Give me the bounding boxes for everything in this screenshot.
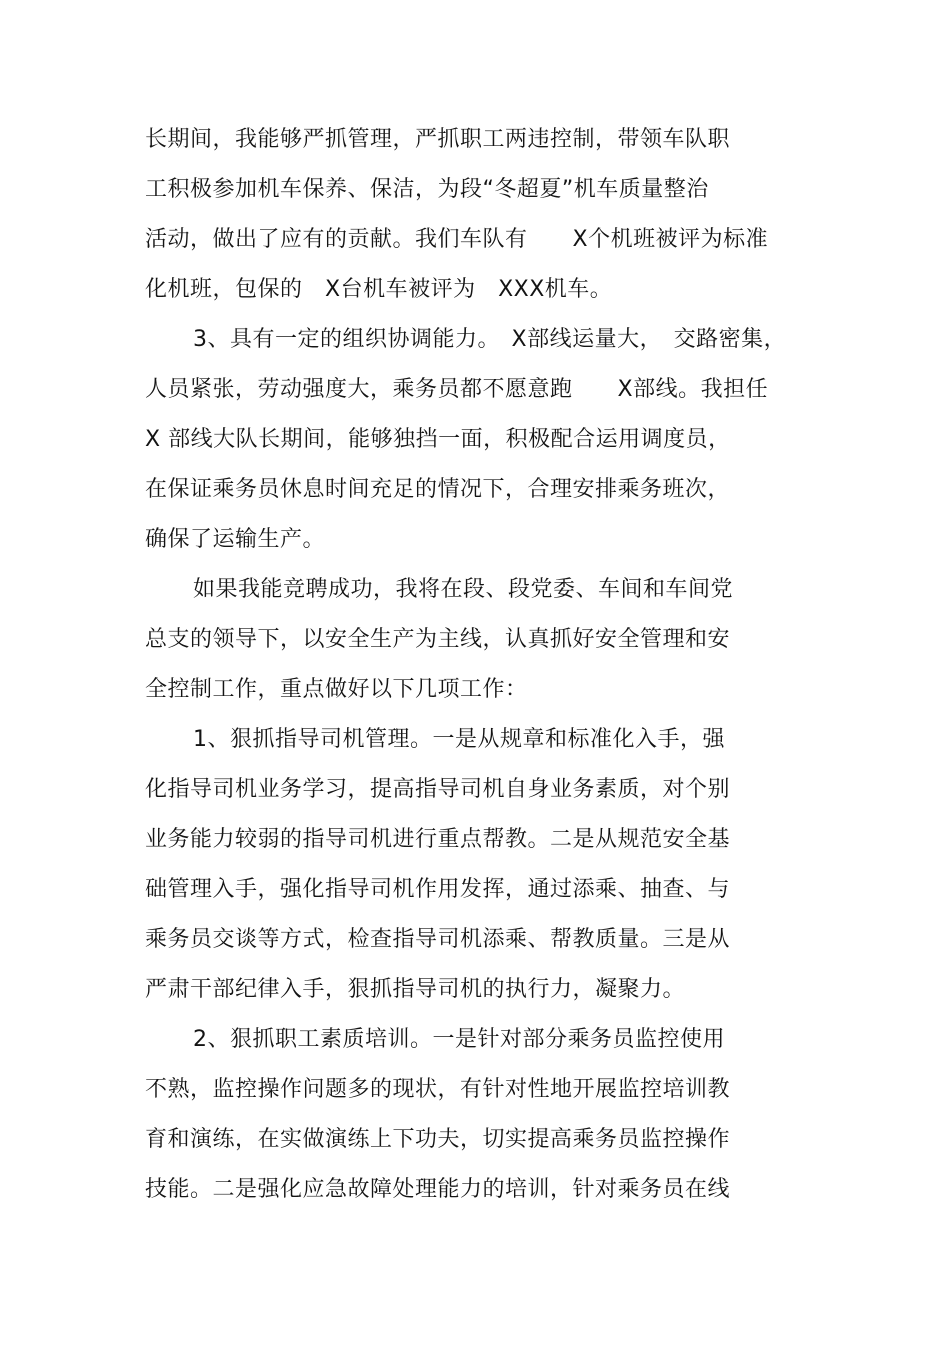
paragraph-start-line: 2、狠抓职工素质培训。一是针对部分乘务员监控使用 <box>193 1027 725 1052</box>
text-line: 严肃干部纪律入手，狠抓指导司机的执行力，凝聚力。 <box>145 977 686 1002</box>
text-line: 全控制工作，重点做好以下几项工作： <box>145 677 528 702</box>
text-line: 总支的领导下，以安全生产为主线，认真抓好安全管理和安 <box>145 627 731 652</box>
text-line: 育和演练，在实做演练上下功夫，切实提高乘务员监控操作 <box>145 1127 731 1152</box>
paragraph-start-line: 3、具有一定的组织协调能力。 X部线运量大， 交路密集， <box>193 327 787 352</box>
text-line: 在保证乘务员休息时间充足的情况下，合理安排乘务班次， <box>145 477 731 502</box>
text-line: 技能。二是强化应急故障处理能力的培训，针对乘务员在线 <box>145 1177 731 1202</box>
text-line: 化指导司机业务学习，提高指导司机自身业务素质，对个别 <box>145 777 731 802</box>
text-line: 人员紧张，劳动强度大，乘务员都不愿意跑 X部线。我担任 <box>145 377 769 402</box>
text-line: 业务能力较弱的指导司机进行重点帮教。二是从规范安全基 <box>145 827 731 852</box>
text-line: 乘务员交谈等方式，检查指导司机添乘、帮教质量。三是从 <box>145 927 731 952</box>
text-line: 不熟，监控操作问题多的现状，有针对性地开展监控培训教 <box>145 1077 731 1102</box>
text-line: 活动，做出了应有的贡献。我们车队有 X个机班被评为标准 <box>145 227 769 252</box>
paragraph-start-line: 如果我能竞聘成功，我将在段、段党委、车间和车间党 <box>193 577 734 602</box>
text-line: X 部线大队长期间，能够独挡一面，积极配合运用调度员， <box>145 427 731 452</box>
text-line: 确保了运输生产。 <box>145 527 326 552</box>
text-line: 础管理入手，强化指导司机作用发挥，通过添乘、抽查、与 <box>145 877 731 902</box>
text-line: 化机班，包保的 X台机车被评为 XXX机车。 <box>145 277 613 302</box>
text-line: 长期间，我能够严抓管理，严抓职工两违控制，带领车队职 <box>145 127 731 152</box>
paragraph-start-line: 1、狠抓指导司机管理。一是从规章和标准化入手，强 <box>193 727 725 752</box>
text-line: 工积极参加机车保养、保洁，为段“冬超夏”机车质量整治 <box>145 177 709 202</box>
